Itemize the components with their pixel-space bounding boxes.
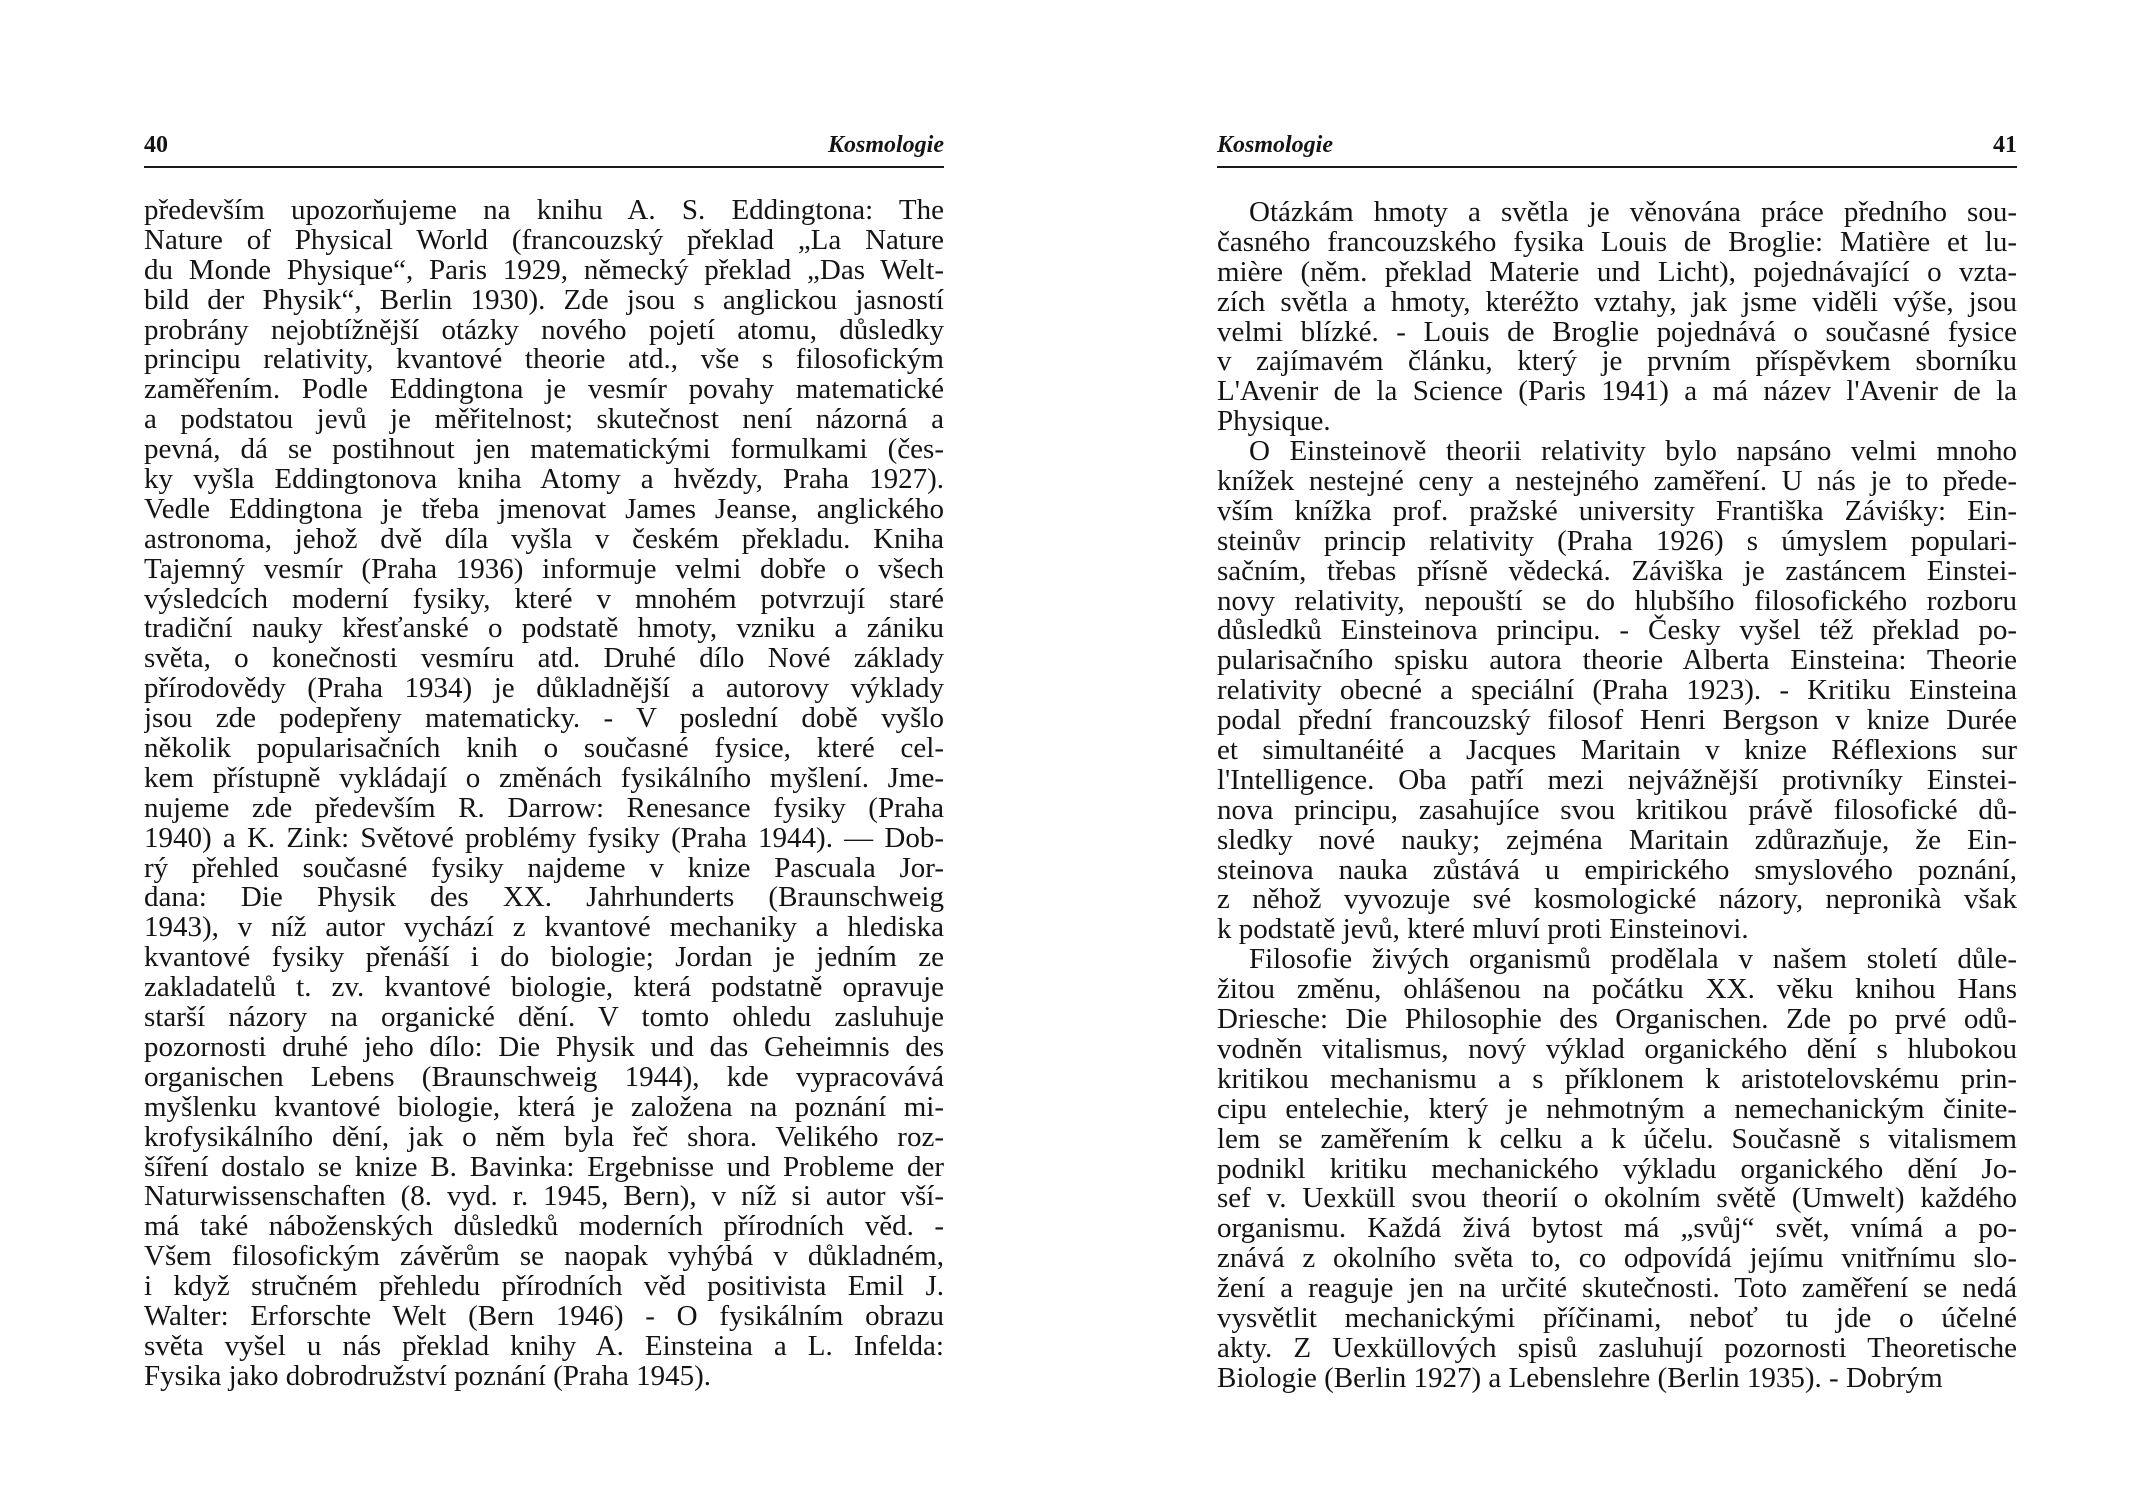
text-line: světa, o konečnosti vesmíru atd. Druhé dílo Nové základy [144, 642, 944, 675]
text-line: Tajemný vesmír (Praha 1936) informuje velmi dobře o všech [144, 552, 944, 585]
text-line: mière (něm. překlad Materie und Licht), pojednávající o vzta- [1217, 255, 2017, 288]
text-line: steinův princip relativity (Praha 1926) s úmyslem populari- [1217, 524, 2017, 557]
text-line: ky vyšla Eddingtonova kniha Atomy a hvězdy, Praha 1927). [144, 463, 944, 496]
text-line: podnikl kritiku mechanického výkladu organického dění Jo- [1217, 1152, 2017, 1185]
text-line: časného francouzského fysika Louis de Broglie: Matière et lu- [1217, 225, 2017, 258]
text-line: Vedle Eddingtona je třeba jmenovat James Jeanse, anglického [144, 492, 944, 525]
text-line: vším knížka prof. pražské university Františka Záviśky: Ein- [1217, 494, 2017, 527]
text-line: sef v. Uexküll svou theorií o okolním světě (Umwelt) každého [1217, 1182, 2017, 1215]
text-line: Nature of Physical World (francouzský překlad „La Nature [144, 223, 944, 256]
text-line: starší názory na organické dění. V tomto ohledu zasluhuje [144, 1001, 944, 1034]
text-line: relativity obecné a speciální (Praha 1923). - Kritiku Einsteina [1217, 674, 2017, 707]
text-line: důsledků Einsteinova principu. - Česky vyšel též překlad po- [1217, 614, 2017, 647]
text-line: du Monde Physique“, Paris 1929, německý překlad „Das Welt- [144, 253, 944, 286]
text-line: Naturwissenschaften (8. vyd. r. 1945, Bern), v níž si autor vší- [144, 1180, 944, 1213]
text-line: Driesche: Die Philosophie des Organischen. Zde po prvé odů- [1217, 1003, 2017, 1036]
right-running-head [1217, 130, 2017, 168]
left-running-title: Kosmologie [827, 132, 944, 158]
text-line: 1940) a K. Zink: Světové problémy fysiky (Praha 1944). — Dob- [144, 821, 944, 854]
text-line: v zajímavém článku, který je prvním příspěvkem sborníku [1217, 345, 2017, 378]
left-page-number: 40 [144, 132, 168, 158]
text-line: Physique. [1217, 405, 1331, 438]
text-line: k podstatě jevů, které mluví proti Einsteinovi. [1217, 913, 1749, 946]
text-line: Fysika jako dobrodružství poznání (Praha 1945). [144, 1359, 712, 1392]
text-line: kritikou mechanismu a s příklonem k aristotelovskému prin- [1217, 1062, 2017, 1095]
text-line: et simultanéité a Jacques Maritain v knize Réflexions sur [1217, 734, 2017, 767]
text-line: několik popularisačních knih o současné fysice, které cel- [144, 732, 944, 765]
text-line: má také náboženských důsledků moderních přírodních věd. - [144, 1210, 944, 1243]
text-line: O Einsteinově theorii relativity bylo napsáno velmi mnoho [1249, 435, 2017, 468]
text-line: světa vyšel u nás překlad knihy A. Einsteina a L. Infelda: [144, 1329, 944, 1362]
text-line: vodněn vitalismus, nový výklad organického dění s hlubokou [1217, 1032, 2017, 1065]
text-line: Otázkám hmoty a světla je věnována práce předního sou- [1249, 198, 2017, 228]
text-line: cipu entelechie, který je nehmotným a nemechanickým činite- [1217, 1092, 2017, 1125]
text-line: jsou zde podepřeny matematicky. - V poslední době vyšlo [144, 702, 944, 735]
text-line: 1943), v níž autor vychází z kvantové mechaniky a hlediska [144, 911, 944, 944]
left-running-head [144, 130, 944, 168]
text-line: kem přístupně vykládají o změnách fysikálního myšlení. Jme- [144, 761, 944, 794]
text-line: pevná, dá se postihnout jen matematickými formulkami (čes- [144, 433, 944, 466]
right-page-number: 41 [1993, 132, 2017, 158]
text-line: krofysikálního dění, jak o něm byla řeč shora. Velikého roz- [144, 1120, 944, 1153]
right-page [1217, 0, 2017, 1500]
text-line: zaměřením. Podle Eddingtona je vesmír povahy matematické [144, 373, 944, 406]
text-line: zakladatelů t. zv. kvantové biologie, která podstatně opravuje [144, 971, 944, 1004]
text-line: především upozorňujeme na knihu A. S. Eddingtona: The [144, 196, 944, 226]
text-line: pularisačního spisku autora theorie Alberta Einsteina: Theorie [1217, 644, 2017, 677]
text-line: Walter: Erforschte Welt (Bern 1946) - O fysikálním obrazu [144, 1299, 944, 1332]
left-page [144, 0, 944, 1500]
left-body-text [144, 196, 944, 1436]
text-line: probrány nejobtížnější otázky nového pojetí atomu, důsledky [144, 313, 944, 346]
text-line: L'Avenir de la Science (Paris 1941) a má název l'Avenir de la [1217, 375, 2017, 408]
text-line: Všem filosofickým závěrům se naopak vyhýbá v důkladném, [144, 1240, 944, 1273]
text-line: vysvětlit mechanickými příčinami, neboť tu jde o účelné [1217, 1301, 2017, 1334]
text-line: znává z okolního světa to, co odpovídá jejímu vnitřnímu slo- [1217, 1242, 2017, 1275]
text-line: podal přední francouzský filosof Henri Bergson v knize Durée [1217, 704, 2017, 737]
text-line: výsledcích moderní fysiky, které v mnohém potvrzují staré [144, 582, 944, 615]
text-line: dana: Die Physik des XX. Jahrhunderts (Braunschweig [144, 881, 944, 914]
text-line: pozornosti druhé jeho dílo: Die Physik und das Geheimnis des [144, 1030, 944, 1063]
text-line: kvantové fysiky přenáší i do biologie; Jordan je jedním ze [144, 941, 944, 974]
text-line: myšlenku kvantové biologie, která je založena na poznání mi- [144, 1090, 944, 1123]
text-line: novy relativity, nepouští se do hlubšího filosofického rozboru [1217, 584, 2017, 617]
right-body-text [1217, 198, 2017, 1438]
text-line: organismu. Každá živá bytost má „svůj“ svět, vnímá a po- [1217, 1212, 2017, 1245]
text-line: a podstatou jevů je měřitelnost; skutečnost není názorná a [144, 403, 944, 436]
text-line: knížek nestejné ceny a nestejného zaměření. U nás je to přede- [1217, 465, 2017, 498]
text-line: rý přehled současné fysiky najdeme v knize Pascuala Jor- [144, 851, 944, 884]
text-line: tradiční nauky křesťanské o podstatě hmoty, vzniku a zániku [144, 612, 944, 645]
text-line: žitou změnu, ohlášenou na počátku XX. věku knihou Hans [1217, 973, 2017, 1006]
text-line: bild der Physik“, Berlin 1930). Zde jsou s anglickou jasností [144, 283, 944, 316]
text-line: lem se zaměřením k celku a k účelu. Současně s vitalismem [1217, 1122, 2017, 1155]
text-line: přírodovědy (Praha 1934) je důkladnější a autorovy výklady [144, 672, 944, 705]
text-line: l'Intelligence. Oba patří mezi nejvážnější protivníky Einstei- [1217, 763, 2017, 796]
text-line: i když stručném přehledu přírodních věd positivista Emil J. [144, 1270, 944, 1303]
text-line: sačním, třebas přísně vědecká. Záviška je zastáncem Einstei- [1217, 554, 2017, 587]
text-line: Biologie (Berlin 1927) a Lebenslehre (Berlin 1935). - Dobrým [1217, 1361, 1943, 1394]
text-line: akty. Z Uexküllových spisů zasluhují pozornosti Theoretische [1217, 1331, 2017, 1364]
text-line: nova principu, zasahujíce svou kritikou právě filosofické dů- [1217, 793, 2017, 826]
text-line: organischen Lebens (Braunschweig 1944), kde vypracovává [144, 1060, 944, 1093]
right-running-title: Kosmologie [1217, 132, 1334, 158]
text-line: zích světla a hmoty, kteréžto vztahy, jak jsme viděli výše, jsou [1217, 285, 2017, 318]
text-line: Filosofie živých organismů prodělala v našem století důle- [1249, 943, 2017, 976]
text-line: principu relativity, kvantové theorie atd., vše s filosofickým [144, 343, 944, 376]
text-line: astronoma, jehož dvě díla vyšla v českém překladu. Kniha [144, 522, 944, 555]
text-line: steinova nauka zůstává u empirického smyslového poznání, [1217, 853, 2017, 886]
text-line: z něhož vyvozuje své kosmologické názory, nepronikà však [1217, 883, 2017, 916]
text-line: nujeme zde především R. Darrow: Renesance fysiky (Praha [144, 791, 944, 824]
text-line: velmi blízké. - Louis de Broglie pojednává o současné fysice [1217, 315, 2017, 348]
text-line: sledky nové nauky; zejména Maritain zdůrazňuje, že Ein- [1217, 823, 2017, 856]
text-line: šíření dostalo se knize B. Bavinka: Ergebnisse und Probleme der [144, 1150, 944, 1183]
text-line: žení a reaguje jen na určité skutečnosti. Toto zaměření se nedá [1217, 1272, 2017, 1305]
